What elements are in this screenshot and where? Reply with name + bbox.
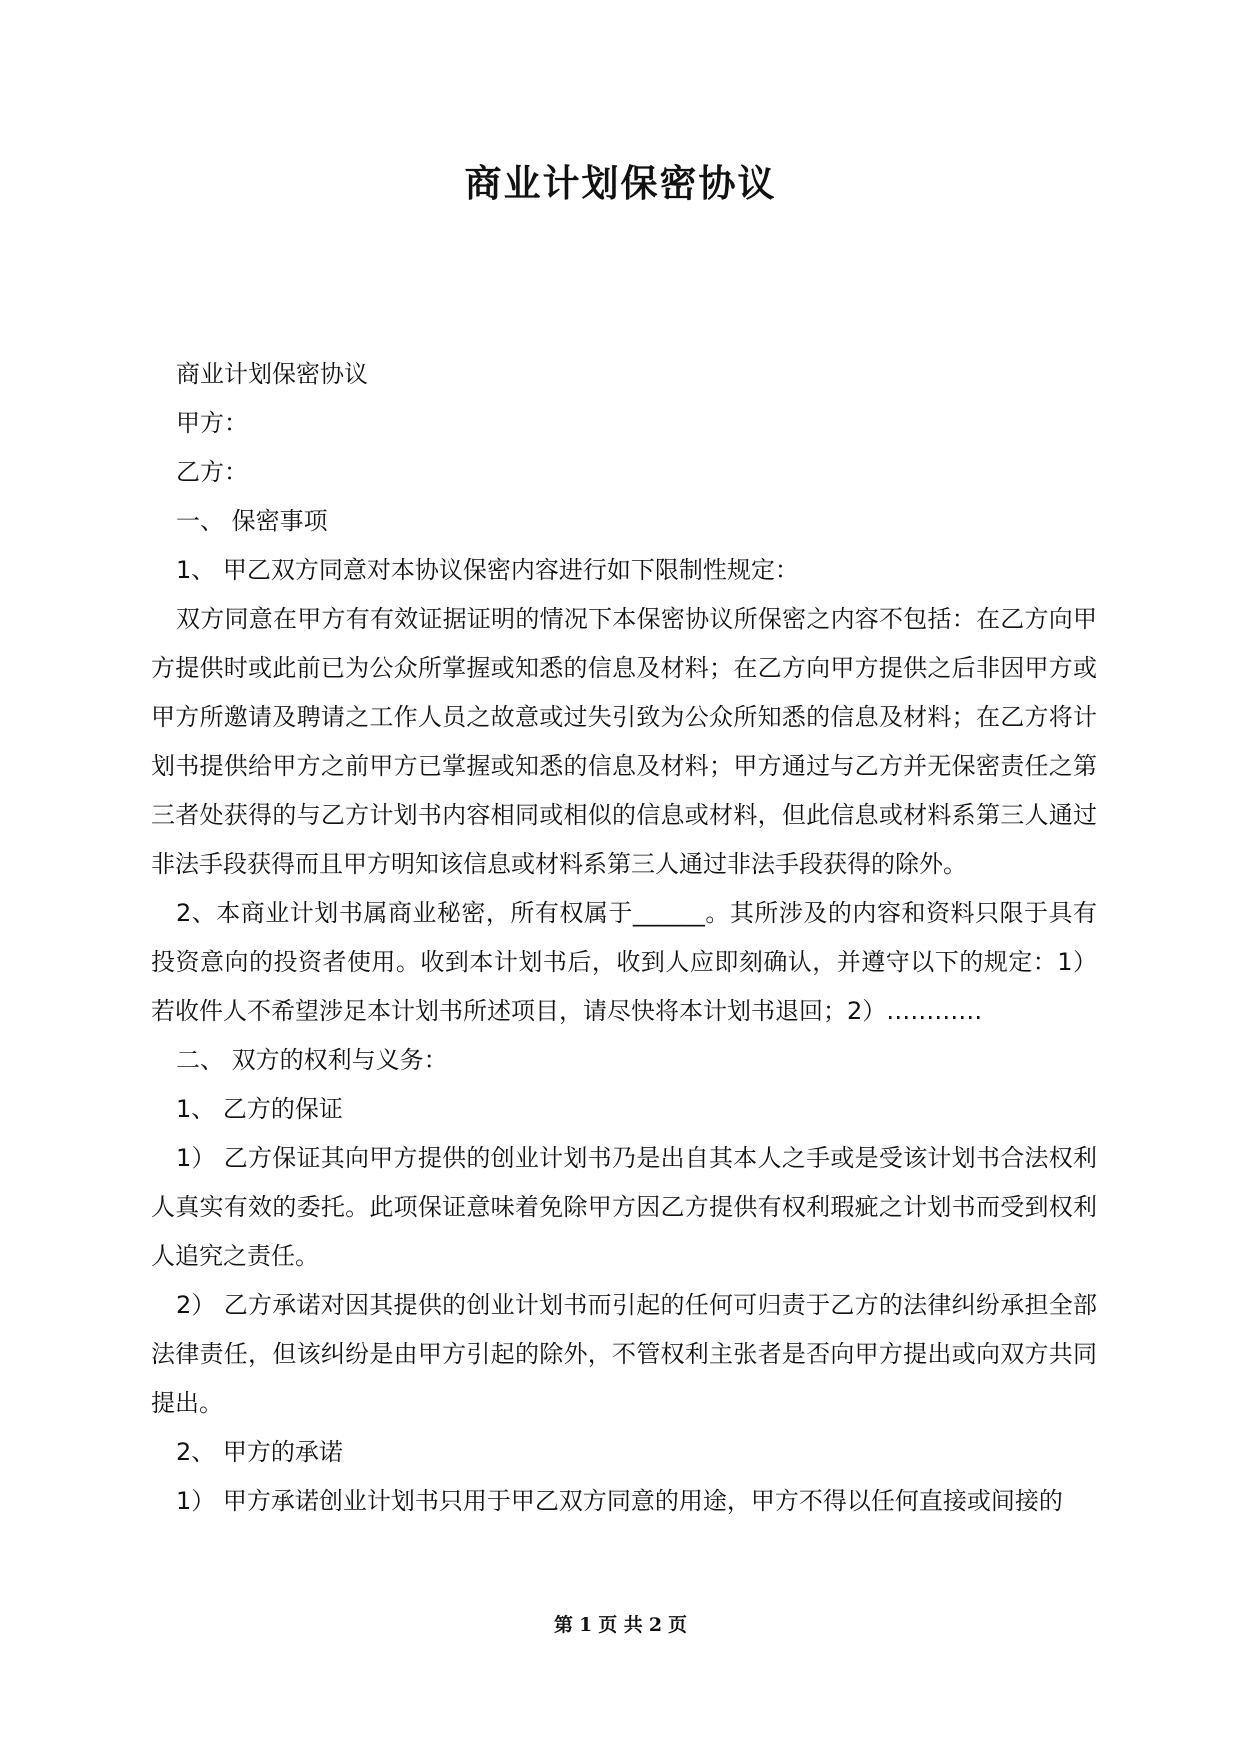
subheading-party-a-commitment: 2、 甲方的承诺 — [176, 1438, 343, 1466]
document-body — [151, 350, 1097, 1526]
guarantee-item-1: 1） 乙方保证其向甲方提供的创业计划书乃是出自其本人之手或是受该计划书合法权利人真实有效的委托。此项保证意味着免除甲方因乙方提供有权利瑕疵之计划书而受到权利人追究之责任。 — [151, 1144, 1097, 1270]
section-heading-rights-obligations: 二、 双方的权利与义务： — [176, 1046, 448, 1074]
footer-suffix: 页 — [668, 1614, 688, 1636]
paragraph-party-a: 甲方： — [176, 409, 248, 437]
page-footer — [0, 1612, 1241, 1638]
footer-mid: 页 共 — [598, 1614, 643, 1636]
guarantee-item-2: 2） 乙方承诺对因其提供的创业计划书而引起的任何可归责于乙方的法律纠纷承担全部法律责任，但该纠纷是由甲方引起的除外，不管权利主张者是否向甲方提出或向双方共同提出。 — [151, 1291, 1097, 1417]
footer-current-page: 1 — [578, 1614, 593, 1636]
clause-1: 1、 甲乙双方同意对本协议保密内容进行如下限制性规定： — [176, 556, 799, 584]
clause-1-exclusions: 双方同意在甲方有有效证据证明的情况下本保密协议所保密之内容不包括：在乙方向甲方提供时或此前已为公众所掌握或知悉的信息及材料；在乙方向甲方提供之后非因甲方或甲方所邀请及聘请之工作人员之故意或过失引致为公众所知悉的信息及材料；在乙方将计划书提供给甲方之前甲方已掌握或知悉的信息及材料；甲方通过与乙方并无保密责任之第三者处获得的与乙方计划书内容相同或相似的信息或材料，但此信息或材料系第三人通过非法手段获得而且甲方明知该信息或材料系第三人通过非法手段获得的除外。 — [151, 605, 1097, 878]
commitment-item-1: 1） 甲方承诺创业计划书只用于甲乙双方同意的用途，甲方不得以任何直接或间接的 — [176, 1487, 1063, 1515]
paragraph-heading: 商业计划保密协议 — [176, 360, 368, 388]
footer-prefix: 第 — [553, 1614, 573, 1636]
footer-total-pages: 2 — [648, 1614, 663, 1636]
subheading-party-b-guarantee: 1、 乙方的保证 — [176, 1095, 343, 1123]
section-heading-confidential-matters: 一、 保密事项 — [176, 507, 328, 535]
document-title: 商业计划保密协议 — [464, 162, 777, 205]
clause-2: 2、本商业计划书属商业秘密，所有权属于______。其所涉及的内容和资料只限于具有投资意向的投资者使用。收到本计划书后，收到人应即刻确认，并遵守以下的规定：1）若收件人不希望涉足本计划书所述项目，请尽快将本计划书退回；2）………… — [151, 899, 1097, 1025]
paragraph-party-b: 乙方： — [176, 458, 248, 486]
